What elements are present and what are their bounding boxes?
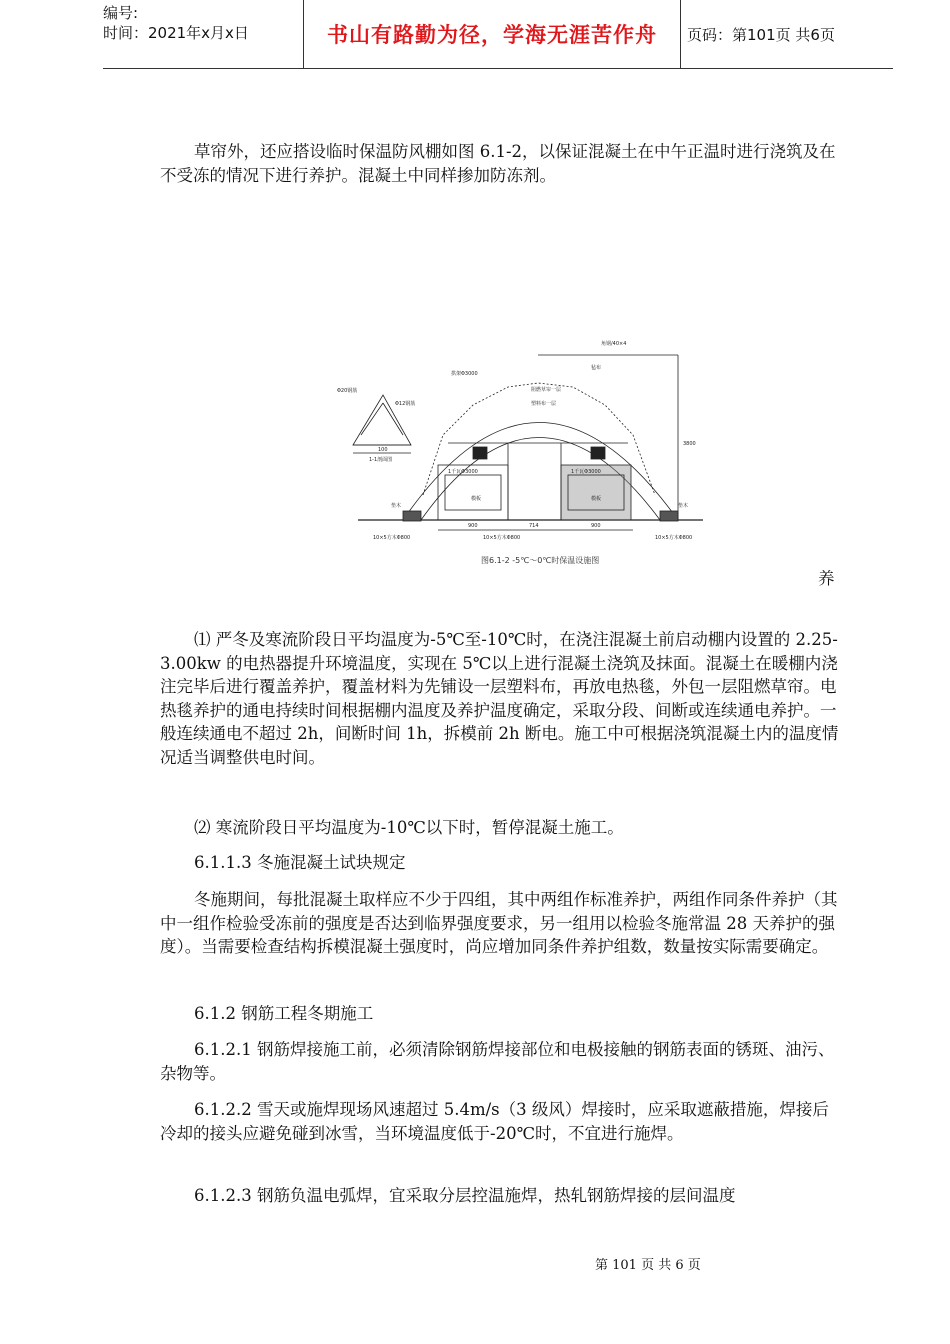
label-beam-center: 10×5方木Φ800 [483, 535, 521, 541]
section-heading: 6.1.1.3 冬施混凝土试块规定 [194, 853, 406, 872]
label-dim-714: 714 [529, 523, 539, 529]
label-dim-900b: 900 [591, 523, 601, 529]
label-board-left: 模板 [471, 496, 482, 502]
label-board-right: 模板 [591, 496, 602, 502]
paragraph: 6.1.2.3 钢筋负温电弧焊，宜采取分层控温施焊，热轧钢筋焊接的层间温度 [194, 1186, 736, 1205]
label-grass: 阻燃草帘一层 [531, 387, 562, 393]
label-dim-900a: 900 [468, 523, 478, 529]
label-rebar-a: Φ20钢筋 [337, 388, 358, 394]
label-pad: 垫木 [391, 503, 402, 509]
label-steel: 角钢/40×4 [601, 341, 627, 347]
paragraph: 草帘外，还应搭设临时保温防风棚如图 6.1-2，以保证混凝土在中午正温时进行浇筑及在不受冻的情况下进行养护。混凝土中同样掺加防冻剂。 [160, 142, 836, 185]
label-arch: 拱架Φ3000 [451, 371, 478, 377]
paragraph: 6.1.2.2 雪天或施焊现场风速超过 5.4m/s（3 级风）焊接时，应采取遮蔽措施，焊接后冷却的接头应避免碰到冰雪，当环境温度低于-20℃时，不宜进行施焊。 [160, 1100, 829, 1143]
label-plastic: 塑料布一层 [531, 401, 557, 407]
label-beam-right: 10×5方木Φ800 [655, 535, 693, 541]
paragraph: 冬施期间，每批混凝土取样应不少于四组，其中两组作标准养护，两组作同条件养护（其中一组作检验受冻前的强度是否达到临界强度要求，另一组用以检验冬施常温 28 天养护的强度）。当需要检查结构拆模混凝土强度时，尚应增加同条件养护组数，数量按实际需要确定。 [160, 890, 838, 956]
label-rebar-b: Φ12钢筋 [395, 401, 416, 407]
label-pad-right: 垫木 [678, 503, 689, 509]
trailing-char: 养 [818, 569, 835, 588]
insulation-shed-figure [333, 335, 705, 575]
label-lamp-left: 1千瓦Φ3000 [448, 469, 478, 475]
label-section: 1-1剖面图 [369, 457, 393, 463]
paragraph: ⑵ 寒流阶段日平均温度为-10℃以下时，暂停混凝土施工。 [194, 818, 624, 837]
header-meta [103, 0, 303, 71]
label-lamp-right: 1千瓦Φ3000 [571, 469, 601, 475]
figure-caption: 图6.1-2 -5℃～0℃时保温设施图 [481, 556, 600, 565]
page-footer: 第 101 页 共 6 页 [595, 1258, 701, 1273]
page-header [103, 0, 893, 69]
header-motto: 书山有路勤为径，学海无涯苦作舟 [303, 0, 681, 68]
label-beam-left: 10×5方木Φ800 [373, 535, 411, 541]
label-height: 3800 [683, 441, 696, 447]
label-felt: 毡布 [591, 365, 602, 371]
header-page-label: 页码：第101页 共6页 [687, 26, 835, 44]
section-heading: 6.1.2 钢筋工程冬期施工 [194, 1004, 374, 1023]
paragraph: ⑴ 严冬及寒流阶段日平均温度为-5℃至-10℃时，在浇注混凝土前启动棚内设置的 2.25-3.00kw 的电热器提升环境温度，实现在 5℃以上进行混凝土浇筑及抹面。混凝土在暖棚内浇注完毕后进行覆盖养护，覆盖材料为先铺设一层塑料布，再放电热毯，外包一层阻燃草帘。电热毯养护的通电持续时间根据棚内温度及养护温度确定，采取分段、间断或连续通电养护。一般连续通电不超过 2h，间断时间 1h，拆模前 2h 断电。施工中可根据浇筑混凝土内的温度情况适当调整供电时间。 [160, 630, 839, 767]
number-label: 编号: [103, 4, 139, 22]
label-dim-100: 100 [378, 447, 388, 453]
time-label: 时间：2021年x月x日 [103, 24, 249, 42]
paragraph: 6.1.2.1 钢筋焊接施工前，必须清除钢筋焊接部位和电极接触的钢筋表面的锈斑、油污、杂物等。 [160, 1040, 835, 1083]
